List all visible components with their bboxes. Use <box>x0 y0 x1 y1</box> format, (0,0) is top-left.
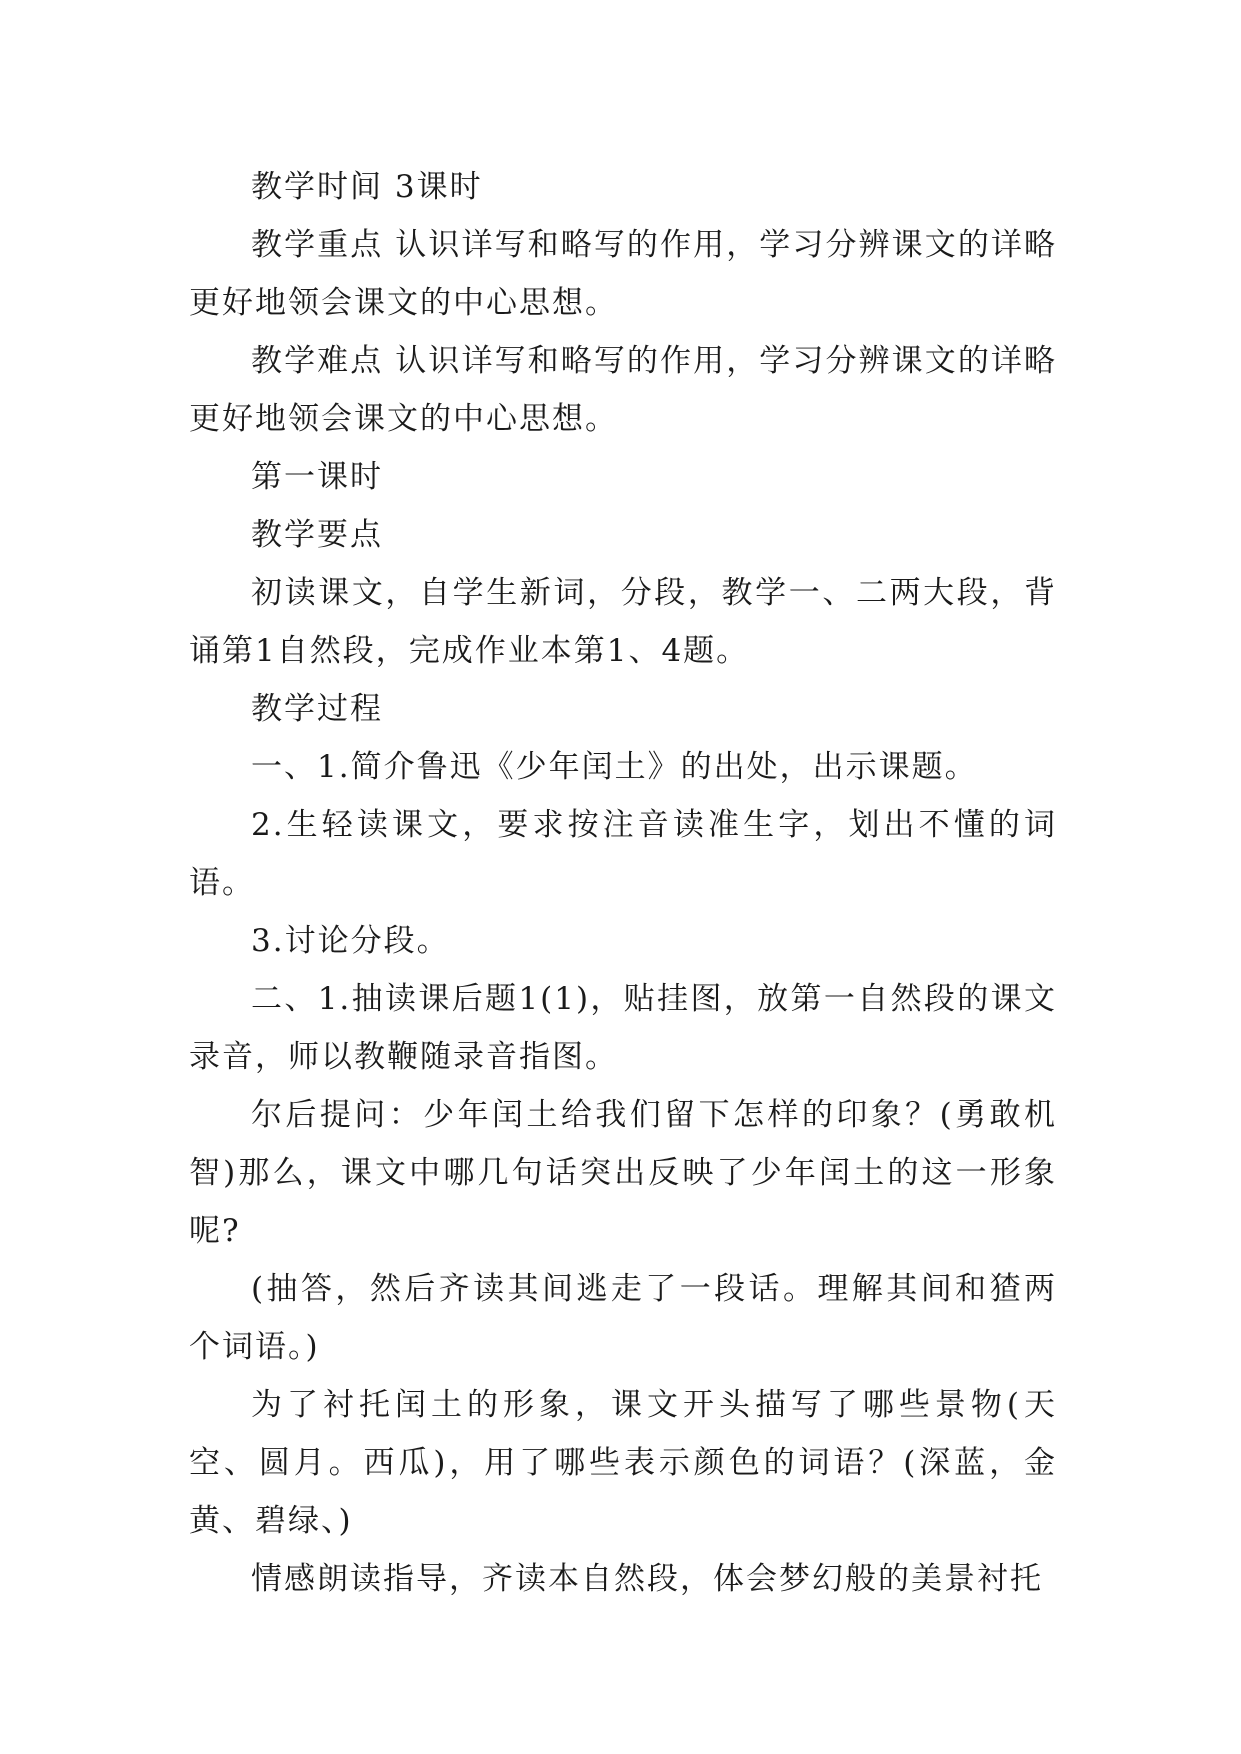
paragraph-teaching-focus: 教学重点 认识详写和略写的作用，学习分辨课文的详略更好地领会课文的中心思想。 <box>189 227 1057 321</box>
document-body <box>189 158 1057 1608</box>
paragraph-teaching-points: 初读课文，自学生新词，分段，教学一、二两大段，背诵第1自然段，完成作业本第1、4题。 <box>189 575 1057 669</box>
paragraph-teaching-difficulty: 教学难点 认识详写和略写的作用，学习分辨课文的详略更好地领会课文的中心思想。 <box>189 343 1057 437</box>
paragraph-reading-guidance: 情感朗读指导，齐读本自然段，体会梦幻般的美景衬托 <box>251 1561 1043 1597</box>
paragraph-question: 尔后提问：少年闰土给我们留下怎样的印象？(勇敢机智)那么，课文中哪几句话突出反映了少年闰土的这一形象呢? <box>189 1097 1057 1249</box>
paragraph-step-2-1: 二、1.抽读课后题1(1)，贴挂图，放第一自然段的课文录音，师以教鞭随录音指图。 <box>189 981 1057 1075</box>
paragraph-step-1-2: 2.生轻读课文，要求按注音读准生字，划出不懂的词语。 <box>189 807 1057 901</box>
paragraph-first-lesson: 第一课时 <box>251 459 383 495</box>
paragraph-answer-note: (抽答，然后齐读其间逃走了一段话。理解其间和猹两个词语。) <box>189 1271 1057 1365</box>
paragraph-teaching-points-heading: 教学要点 <box>251 517 383 553</box>
paragraph-teaching-process-heading: 教学过程 <box>251 691 383 727</box>
paragraph-step-1-1: 一、1.简介鲁迅《少年闰土》的出处，出示课题。 <box>251 749 978 785</box>
paragraph-teaching-time: 教学时间 3课时 <box>251 169 483 205</box>
paragraph-scenery-question: 为了衬托闰土的形象，课文开头描写了哪些景物(天空、圆月。西瓜)，用了哪些表示颜色的词语？(深蓝，金黄、碧绿、) <box>189 1387 1057 1539</box>
paragraph-step-1-3: 3.讨论分段。 <box>251 923 450 959</box>
